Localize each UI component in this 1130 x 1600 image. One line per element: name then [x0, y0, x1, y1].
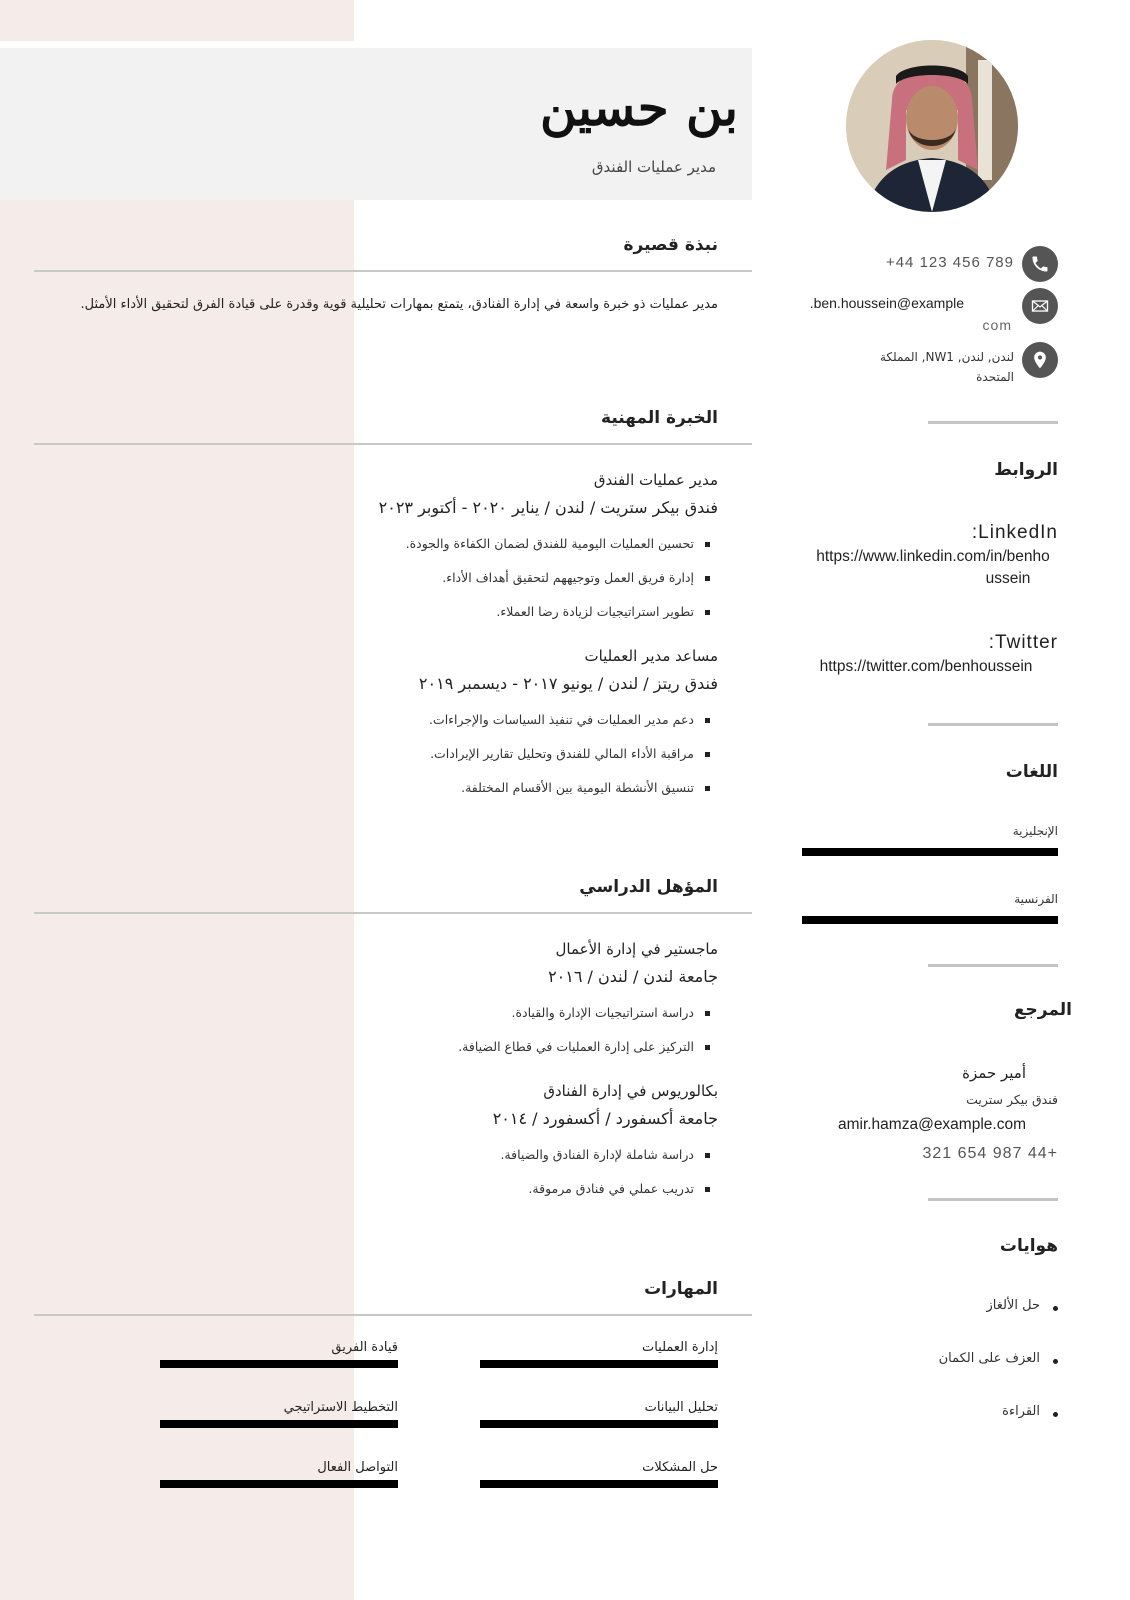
skill-label: إدارة العمليات [641, 1340, 718, 1355]
language-label: الفرنسية [1014, 892, 1058, 906]
entry-bullets [34, 703, 718, 805]
skill-item [480, 1396, 718, 1428]
education-title: المؤهل الدراسي [579, 877, 718, 897]
skill-level-bar [160, 1360, 398, 1368]
entry-role: ماجستير في إدارة الأعمال [555, 940, 718, 958]
reference-org: فندق بيكر ستريت [966, 1092, 1058, 1107]
bullet-item: دعم مدير العمليات في تنفيذ السياسات والإجراءات. [34, 703, 710, 737]
skill-label: التواصل الفعال [317, 1460, 398, 1475]
contact-email-line1[interactable]: ben.houssein@example. [809, 295, 964, 311]
skills-section [34, 1276, 752, 1316]
skill-level-bar [160, 1420, 398, 1428]
skills-grid [160, 1336, 718, 1496]
entry-bullets [34, 996, 718, 1064]
hobbies-title: هوايات [999, 1236, 1058, 1256]
experience-entry [34, 467, 752, 629]
reference-divider [928, 964, 1058, 967]
education-divider [34, 912, 752, 914]
language-level-bar [802, 848, 1058, 856]
experience-divider [34, 443, 752, 445]
skill-level-bar [480, 1420, 718, 1428]
entry-role: بكالوريوس في إدارة الفنادق [543, 1082, 718, 1100]
bullet-item: إدارة فريق العمل وتوجيههم لتحقيق أهداف الأداء. [34, 561, 710, 595]
contact-phone[interactable]: 789 456 123 44+ [885, 254, 1014, 271]
languages-title: اللغات [1005, 762, 1058, 782]
language-level-bar [802, 916, 1058, 924]
profile-photo [846, 40, 1018, 212]
skill-level-bar [160, 1480, 398, 1488]
skill-level-bar [480, 1360, 718, 1368]
reference-phone[interactable]: 321 654 987 44+ [922, 1145, 1058, 1162]
hobby-item: حل الألغاز [986, 1298, 1058, 1313]
pink-accent-top [0, 0, 354, 41]
candidate-name: بن حسين [539, 78, 738, 137]
skill-level-bar [480, 1480, 718, 1488]
bullet-item: تطوير استراتيجيات لزيادة رضا العملاء. [34, 595, 710, 629]
entry-org-dates: جامعة أكسفورد / أكسفورد / ٢٠١٤ [492, 1109, 718, 1128]
reference-name: أمير حمزة [962, 1064, 1026, 1082]
bullet-item: مراقبة الأداء المالي للفندق وتحليل تقارير الإيرادات. [34, 737, 710, 771]
summary-section [34, 232, 752, 316]
bullet-item: دراسة شاملة لإدارة الفنادق والضيافة. [34, 1138, 710, 1172]
entry-role: مدير عمليات الفندق [593, 471, 718, 489]
phone-icon [1022, 246, 1058, 282]
skill-item [160, 1396, 398, 1428]
twitter-label: :Twitter [988, 632, 1058, 653]
links-title: الروابط [994, 460, 1058, 480]
candidate-job-title: مدير عمليات الفندق [591, 158, 716, 176]
experience-entry [34, 643, 752, 805]
bullet-item: تدريب عملي في فنادق مرموقة. [34, 1172, 710, 1206]
summary-text: مدير عمليات ذو خبرة واسعة في إدارة الفنادق، يتمتع بمهارات تحليلية قوية وقدرة على قيادة الفرق لتحقيق الأداء الأمثل. [80, 297, 718, 312]
twitter-url[interactable]: https://twitter.com/benhoussein [819, 658, 1033, 675]
entry-role: مساعد مدير العمليات [584, 647, 718, 665]
summary-title: نبذة قصيرة [623, 235, 718, 255]
entry-org-dates: فندق بيكر ستريت / لندن / يناير ٢٠٢٠ - أكتوبر ٢٠٢٣ [378, 498, 718, 517]
linkedin-label: :LinkedIn [971, 522, 1058, 543]
skill-item [480, 1456, 718, 1488]
skill-item [160, 1456, 398, 1488]
skill-label: تحليل البيانات [644, 1400, 718, 1415]
skill-label: التخطيط الاستراتيجي [283, 1400, 398, 1415]
skill-item [160, 1336, 398, 1368]
links-divider [928, 421, 1058, 424]
bullet-item: دراسة استراتيجيات الإدارة والقيادة. [34, 996, 710, 1030]
entry-bullets [34, 527, 718, 629]
linkedin-url-line2[interactable]: ussein [985, 570, 1031, 587]
reference-email[interactable]: amir.hamza@example.com [837, 1116, 1026, 1133]
hobbies-divider [928, 1198, 1058, 1201]
skill-label: قيادة الفريق [331, 1340, 398, 1355]
envelope-icon [1022, 288, 1058, 324]
education-section [34, 874, 752, 1206]
map-pin-icon [1022, 342, 1058, 378]
skill-label: حل المشكلات [642, 1460, 718, 1475]
experience-section [34, 405, 752, 805]
entry-org-dates: جامعة لندن / لندن / ٢٠١٦ [548, 967, 718, 986]
skill-item [480, 1336, 718, 1368]
education-entry [34, 936, 752, 1064]
hobby-item: العزف على الكمان [939, 1351, 1058, 1366]
reference-title: المرجع [1013, 1000, 1072, 1020]
experience-title: الخبرة المهنية [601, 408, 718, 428]
hobby-item: القراءة [1002, 1404, 1058, 1419]
entry-bullets [34, 1138, 718, 1206]
education-entry [34, 1078, 752, 1206]
entry-org-dates: فندق ريتز / لندن / يونيو ٢٠١٧ - ديسمبر ٢٠١٩ [418, 674, 718, 693]
skills-title: المهارات [644, 1279, 718, 1299]
skills-divider [34, 1314, 752, 1316]
bullet-item: تنسيق الأنشطة اليومية بين الأقسام المختلفة. [34, 771, 710, 805]
bullet-item: التركيز على إدارة العمليات في قطاع الضيافة. [34, 1030, 710, 1064]
contact-address-line1: لندن, لندن, NW1, المملكة [879, 350, 1014, 364]
avatar [846, 40, 1018, 212]
contact-address-line2: المتحدة [976, 370, 1014, 384]
bullet-item: تحسين العمليات اليومية للفندق لضمان الكفاءة والجودة. [34, 527, 710, 561]
languages-divider [928, 723, 1058, 726]
linkedin-url-line1[interactable]: https://www.linkedin.com/in/benho [816, 548, 1050, 565]
contact-email-line2[interactable]: com [982, 317, 1012, 333]
language-label: الإنجليزية [1012, 824, 1058, 838]
